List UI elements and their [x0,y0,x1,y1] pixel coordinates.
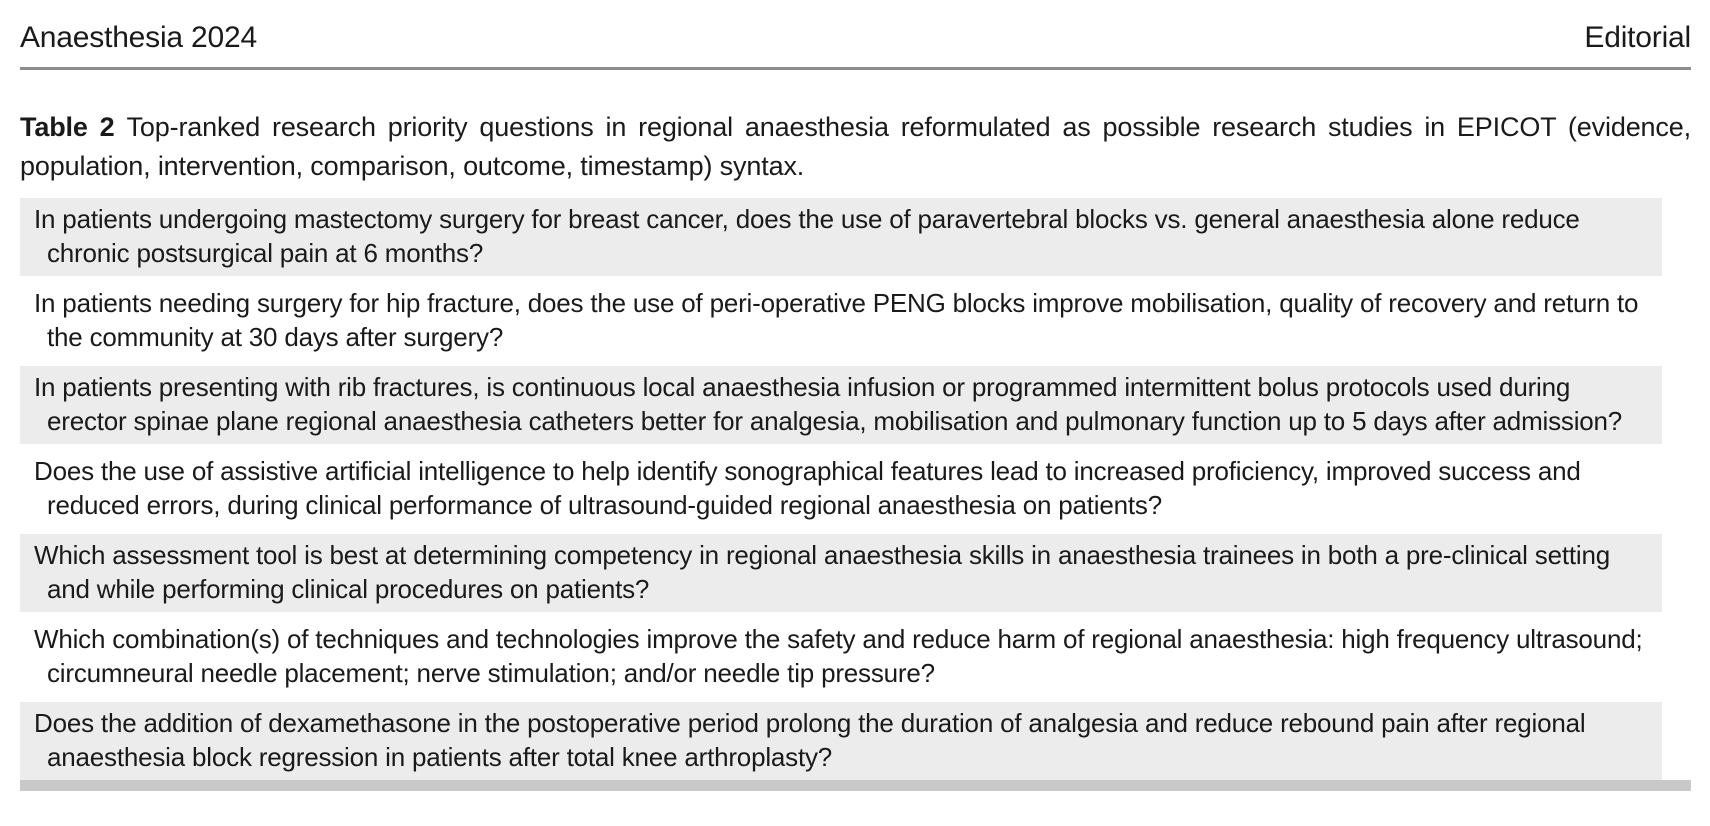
table-row: Does the use of assistive artificial intelligence to help identify sonographical features lead to increased proficiency, improved success and reduced errors, during clinical performance of ultrasound-guided regional anaesthesia on patients? [20,450,1662,528]
journal-title: Anaesthesia 2024 [20,21,257,54]
caption-text: Top-ranked research priority questions in regional anaesthesia reformulated as possible research studies in EPICOT (evidence, population, intervention, comparison, outcome, timestamp) syntax. [20,112,1691,181]
table-row: In patients undergoing mastectomy surgery for breast cancer, does the use of paravertebral blocks vs. general anaesthesia alone reduce chronic postsurgical pain at 6 months? [20,198,1662,276]
table-row: Does the addition of dexamethasone in the postoperative period prolong the duration of analgesia and reduce rebound pain after regional anaesthesia block regression in patients after total knee arthroplasty? [20,702,1662,780]
table-row: Which combination(s) of techniques and technologies improve the safety and reduce harm of regional anaesthesia: high frequency ultrasound; circumneural needle placement; nerve stimulation; and/or needle tip pressure? [20,618,1662,696]
table-row: In patients needing surgery for hip fracture, does the use of peri-operative PENG blocks improve mobilisation, quality of recovery and return to the community at 30 days after surgery? [20,282,1662,360]
priority-questions-table [20,198,1691,791]
section-label: Editorial [1584,21,1691,54]
table-label: Table 2 [20,112,115,142]
page [20,0,1691,791]
table-row: In patients presenting with rib fractures, is continuous local anaesthesia infusion or programmed intermittent bolus protocols used during erector spinae plane regional anaesthesia catheters better for analgesia, mobilisation and pulmonary function up to 5 days after admission? [20,366,1662,444]
table-row: Which assessment tool is best at determining competency in regional anaesthesia skills in anaesthesia trainees in both a pre-clinical setting and while performing clinical procedures on patients? [20,534,1662,612]
running-header [20,0,1691,70]
table-caption [20,108,1691,186]
